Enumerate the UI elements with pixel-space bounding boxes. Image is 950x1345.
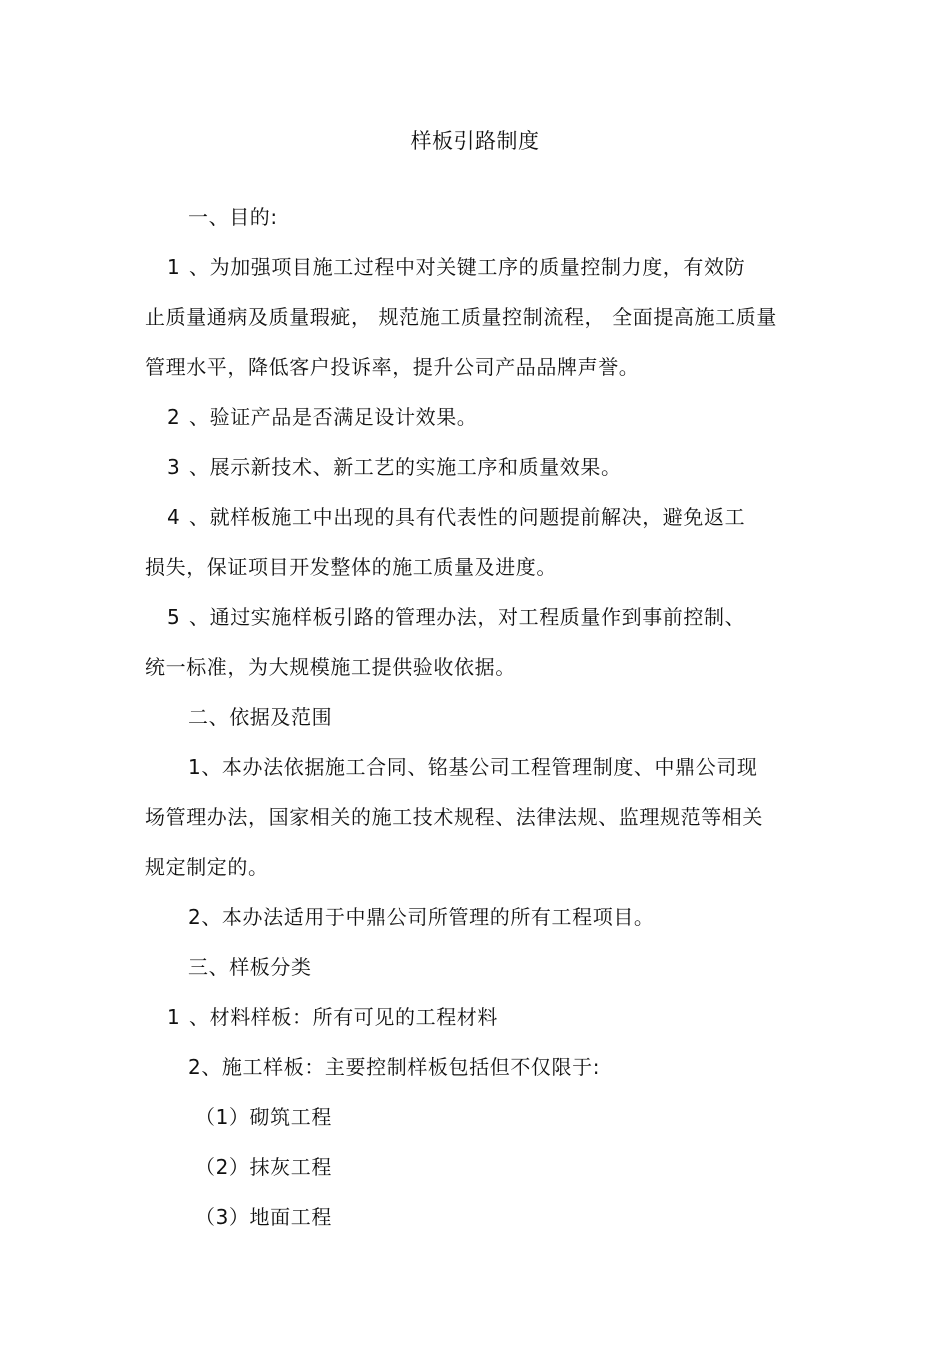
- sub-item-plastering: （2）抹灰工程: [195, 1155, 332, 1179]
- item-number: 5: [167, 605, 181, 629]
- paragraph-line: 损失，保证项目开发整体的施工质量及进度。: [145, 555, 557, 579]
- item-number: 1: [167, 255, 181, 279]
- item-text: 、展示新技术、新工艺的实施工序和质量效果。: [189, 455, 622, 479]
- item-number: 3: [167, 455, 181, 479]
- sub-item-floor: （3）地面工程: [195, 1205, 332, 1229]
- item-number: 4: [167, 505, 181, 529]
- purpose-item-3: [167, 453, 622, 481]
- basis-item-1: 1、本办法依据施工合同、铭基公司工程管理制度、中鼎公司现: [188, 755, 758, 779]
- section-heading-basis-scope: 二、依据及范围: [188, 705, 333, 729]
- sub-item-masonry: （1）砌筑工程: [195, 1105, 332, 1129]
- item-number: 1: [167, 1005, 181, 1029]
- document-title: 样板引路制度: [410, 129, 540, 153]
- paragraph-line: 场管理办法，国家相关的施工技术规程、法律法规、监理规范等相关: [145, 805, 763, 829]
- sample-type-item-1: [167, 1003, 498, 1031]
- paragraph-line: 管理水平，降低客户投诉率，提升公司产品品牌声誉。: [145, 355, 640, 379]
- purpose-item-5: [167, 603, 745, 631]
- paragraph-line: 统一标准，为大规模施工提供验收依据。: [145, 655, 516, 679]
- section-heading-purpose: 一、目的:: [188, 205, 278, 229]
- item-text: 、为加强项目施工过程中对关键工序的质量控制力度，有效防: [189, 255, 746, 279]
- purpose-item-2: [167, 403, 477, 431]
- item-number: 2: [167, 405, 181, 429]
- section-heading-sample-types: 三、样板分类: [188, 955, 312, 979]
- item-text: 、验证产品是否满足设计效果。: [189, 405, 478, 429]
- item-text: 、通过实施样板引路的管理办法，对工程质量作到事前控制、: [189, 605, 746, 629]
- sample-type-item-2: 2、施工样板：主要控制样板包括但不仅限于:: [188, 1055, 601, 1079]
- item-text: 、材料样板：所有可见的工程材料: [189, 1005, 498, 1029]
- purpose-item-1: [167, 253, 745, 281]
- item-text: 、就样板施工中出现的具有代表性的问题提前解决，避免返工: [189, 505, 746, 529]
- purpose-item-4: [167, 503, 745, 531]
- paragraph-line: 规定制定的。: [145, 855, 269, 879]
- paragraph-line: 止质量通病及质量瑕疵， 规范施工质量控制流程， 全面提高施工质量: [145, 305, 777, 329]
- basis-item-2: 2、本办法适用于中鼎公司所管理的所有工程项目。: [188, 905, 655, 929]
